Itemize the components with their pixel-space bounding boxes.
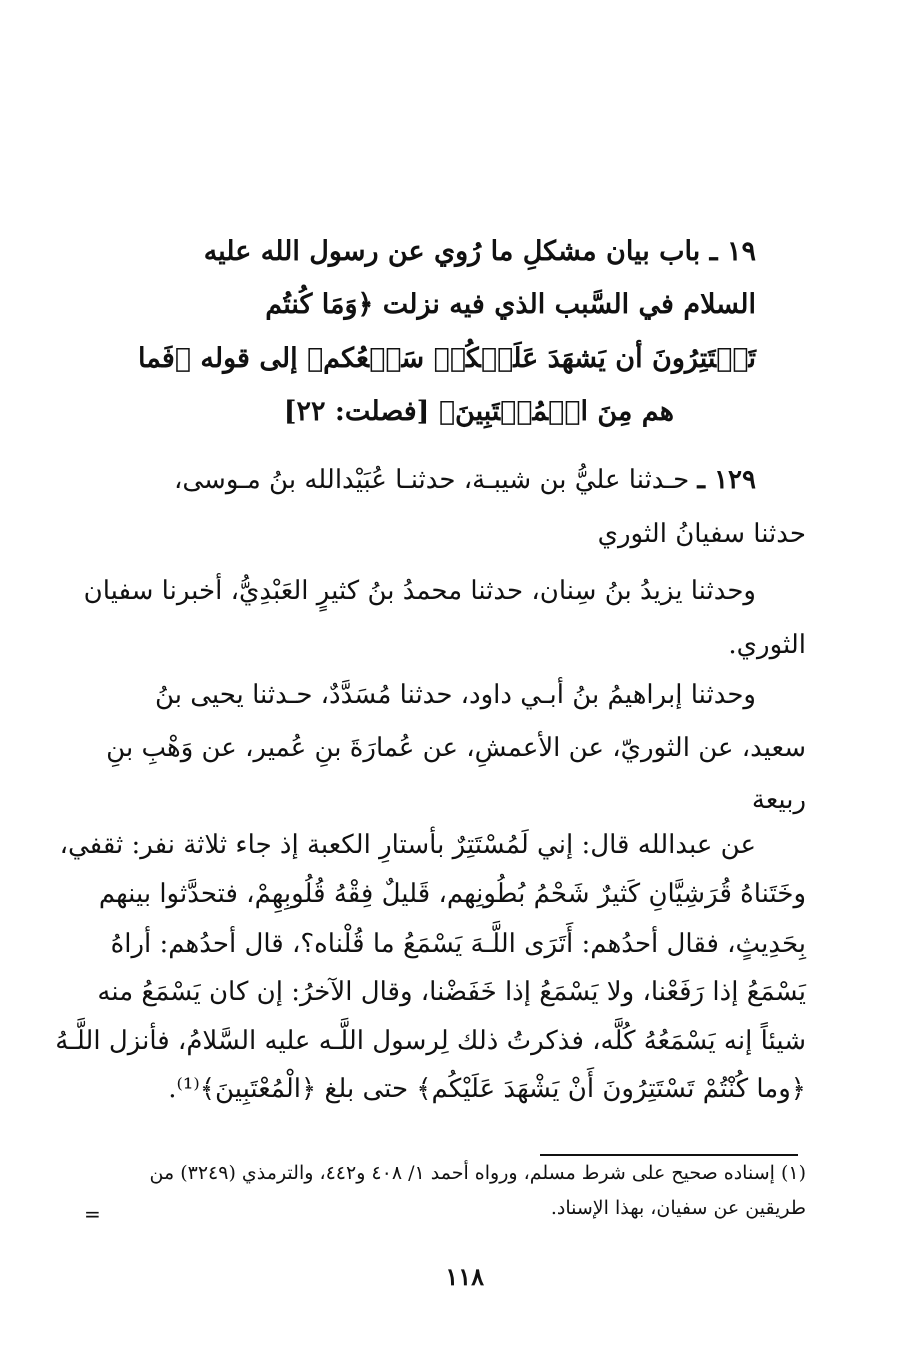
footnote-separator bbox=[540, 1154, 798, 1156]
hadith-chain-3-line-1: وحدثنا إبراهيمُ بنُ أبـي داود، حدثنا مُسَدَّدٌ، حـدثنا يحيى بنُ bbox=[154, 680, 756, 710]
hadith-matn-line-4: يَسْمَعُ إذا رَفَعْنا، ولا يَسْمَعُ إذا خَفَضْنا، وقال الآخرُ: إن كان يَسْمَعُ منه bbox=[97, 977, 806, 1007]
page-number: ١١٨ bbox=[445, 1262, 484, 1291]
footnote-line-2: طريقين عن سفيان، بهذا الإسناد. bbox=[550, 1197, 806, 1219]
chapter-heading-line-3: تَسۡتَتِرُونَ أن يَشهَدَ عَلَيۡكُمۡ سَمۡعُكم﴾ إلى قوله ﴿فَما bbox=[138, 343, 756, 374]
footnote-continuation-mark: = bbox=[84, 1202, 101, 1226]
hadith-chain-3-line-2: سعيد، عن الثوريّ، عن الأعمشِ، عن عُمارَةَ بنِ عُمير، عن وَهْبِ بنِ bbox=[106, 733, 806, 763]
hadith-chain-2-line-2: الثوري. bbox=[728, 630, 806, 660]
hadith-chain-1-line-2: حدثنا سفيانُ الثوري bbox=[597, 519, 806, 549]
hadith-matn-line-5: شيئاً إنه يَسْمَعُهُ كُلَّه، فذكرتُ ذلك لِرسول اللَّـه عليه السَّلامُ، فأنزل اللَّـهُ bbox=[55, 1026, 806, 1056]
hadith-matn-line-3: بِحَدِيثٍ، فقال أحدُهم: أَتَرَى اللَّـهَ يَسْمَعُ ما قُلْناه؟، قال أحدُهم: أراهُ bbox=[110, 929, 806, 959]
hadith-chain-3-line-3: ربيعة bbox=[751, 785, 806, 815]
chapter-heading-line-4: هم مِنَ الۡمُعۡتَبِينَ﴾ [فصلت: ٢٢] bbox=[283, 396, 674, 427]
footnote-line-1: (١) إسناده صحيح على شرط مسلم، ورواه أحمد ١/ ٤٠٨ و٤٤٢، والترمذي (٣٢٤٩) من bbox=[149, 1162, 806, 1184]
hadith-first-line bbox=[174, 465, 756, 495]
hadith-number: ١٢٩ ـ bbox=[697, 465, 756, 495]
hadith-matn-line-2: وخَتَناهُ قُرَشِيَّانِ كَثيرٌ شَحْمُ بُطُونِهم، قَليلٌ فِقْهُ قُلُوبِهِمْ، فتحدَّثوا بينهم bbox=[98, 879, 806, 909]
hadith-matn-line-6: ﴿وما كُنْتُمْ تَسْتَتِرُونَ أَنْ يَشْهَدَ عَلَيْكُم﴾ حتى بلغ ﴿الْمُعْتَبِينَ﴾⁽¹⁾. bbox=[168, 1074, 806, 1104]
chapter-heading-line-2: السلام في السَّبب الذي فيه نزلت ﴿وَمَا كُنتُم bbox=[265, 289, 756, 320]
chapter-heading-line-1: ١٩ ـ باب بيان مشكلِ ما رُوي عن رسول الله عليه bbox=[203, 236, 756, 267]
hadith-chain-1-line-1: حـدثنا عليُّ بن شيبـة، حدثنـا عُبَيْدالله بنُ مـوسى، bbox=[173, 465, 690, 495]
hadith-matn-line-1: عن عبدالله قال: إني لَمُسْتَتِرٌ بأستارِ الكعبة إذ جاء ثلاثة نفر: ثقفي، bbox=[59, 830, 756, 860]
hadith-chain-2-line-1: وحدثنا يزيدُ بنُ سِنان، حدثنا محمدُ بنُ كثيرٍ العَبْدِيُّ، أخبرنا سفيان bbox=[83, 576, 756, 606]
